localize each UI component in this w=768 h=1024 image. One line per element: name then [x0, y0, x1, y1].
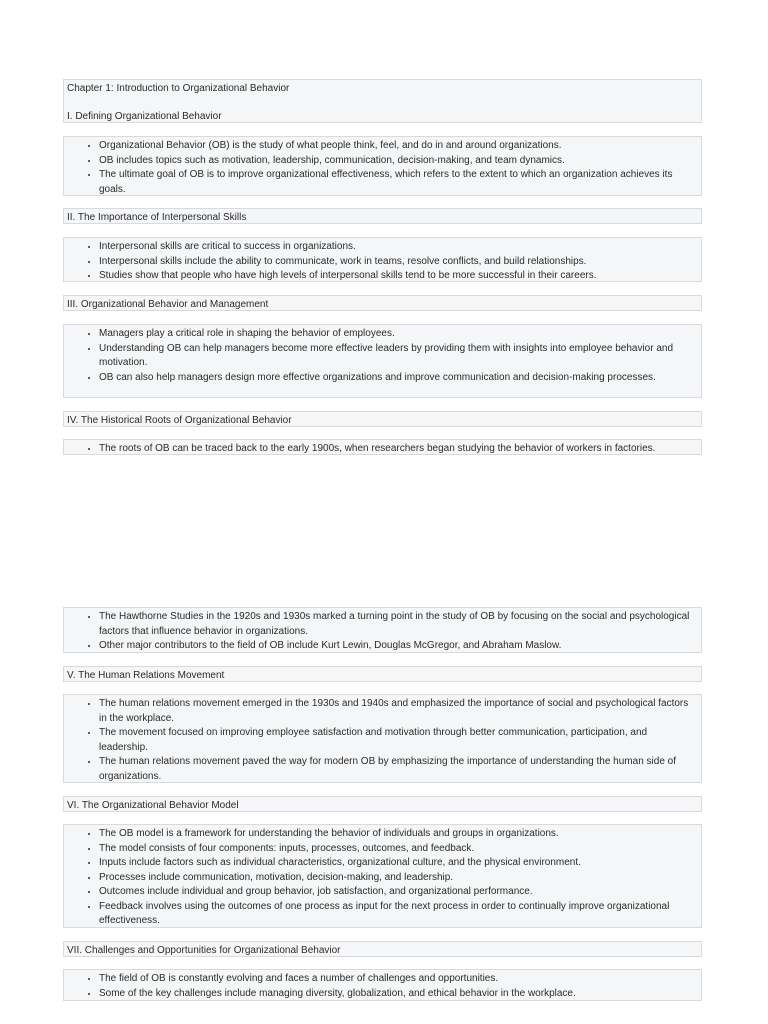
section-1-heading: I. Defining Organizational Behavior — [67, 111, 222, 122]
section-4-heading-block — [63, 411, 702, 427]
list-item: • The human relations movement paved the way for modern OB by emphasizing the importance of understanding the human side of organizations. — [99, 755, 697, 784]
list-item: • The Hawthorne Studies in the 1920s and 1930s marked a turning point in the study of OB by focusing on the social and psychological factors that influence behavior in organizations. — [99, 610, 697, 639]
section-4-bullets — [63, 439, 702, 455]
list-item: • Understanding OB can help managers become more effective leaders by providing them with insights into employee behavior and motivation. — [99, 342, 697, 371]
chapter-header-block — [63, 79, 702, 123]
list-item: • Outcomes include individual and group behavior, job satisfaction, and organizational performance. — [99, 885, 697, 900]
section-4-bullets-continued — [63, 607, 702, 653]
list-item: • The model consists of four components: inputs, processes, outcomes, and feedback. — [99, 842, 697, 857]
section-5-bullets — [63, 694, 702, 783]
list-item: • Inputs include factors such as individual characteristics, organizational culture, and the physical environment. — [99, 856, 697, 871]
list-item: • The ultimate goal of OB is to improve organizational effectiveness, which refers to the extent to which an organization achieves its goals. — [99, 168, 697, 197]
section-3-bullets — [63, 324, 702, 398]
list-item: • The human relations movement emerged in the 1930s and 1940s and emphasized the importance of social and psychological factors in the workplace. — [99, 697, 697, 726]
list-item: • Some of the key challenges include managing diversity, globalization, and ethical behavior in the workplace. — [99, 987, 697, 1002]
list-item: • The movement focused on improving employee satisfaction and motivation through better communication, participation, and leadership. — [99, 726, 697, 755]
list-item: • Feedback involves using the outcomes of one process as input for the next process in order to continually improve organizational effectiveness. — [99, 900, 697, 929]
section-6-bullets — [63, 824, 702, 928]
section-3-heading: III. Organizational Behavior and Management — [67, 299, 269, 310]
list-item: • Studies show that people who have high levels of interpersonal skills tend to be more successful in their careers. — [99, 269, 697, 284]
section-3-heading-block — [63, 295, 702, 311]
list-item: • OB includes topics such as motivation, leadership, communication, decision-making, and team dynamics. — [99, 154, 697, 169]
section-5-heading: V. The Human Relations Movement — [67, 670, 225, 681]
list-item: • Processes include communication, motivation, decision-making, and leadership. — [99, 871, 697, 886]
section-7-heading-block — [63, 941, 702, 957]
list-item: • Managers play a critical role in shaping the behavior of employees. — [99, 327, 697, 342]
list-item: • The roots of OB can be traced back to the early 1900s, when researchers began studying the behavior of workers in factories. — [99, 442, 697, 457]
list-item: • Organizational Behavior (OB) is the study of what people think, feel, and do in and around organizations. — [99, 139, 697, 154]
list-item: • Interpersonal skills are critical to success in organizations. — [99, 240, 697, 255]
chapter-title: Chapter 1: Introduction to Organizational Behavior — [67, 83, 290, 94]
section-1-bullets — [63, 136, 702, 196]
section-6-heading: VI. The Organizational Behavior Model — [67, 800, 239, 811]
section-2-heading: II. The Importance of Interpersonal Skills — [67, 212, 247, 223]
list-item: • Other major contributors to the field of OB include Kurt Lewin, Douglas McGregor, and Abraham Maslow. — [99, 639, 697, 654]
list-item: • The OB model is a framework for understanding the behavior of individuals and groups in organizations. — [99, 827, 697, 842]
section-7-heading: VII. Challenges and Opportunities for Organizational Behavior — [67, 945, 341, 956]
section-2-heading-block — [63, 208, 702, 224]
section-4-heading: IV. The Historical Roots of Organizational Behavior — [67, 415, 292, 426]
section-2-bullets — [63, 237, 702, 282]
section-7-bullets — [63, 969, 702, 1001]
list-item: • The field of OB is constantly evolving and faces a number of challenges and opportunities. — [99, 972, 697, 987]
list-item: • OB can also help managers design more effective organizations and improve communication and decision-making processes. — [99, 371, 697, 386]
list-item: • Interpersonal skills include the ability to communicate, work in teams, resolve conflicts, and build relationships. — [99, 255, 697, 270]
section-5-heading-block — [63, 666, 702, 682]
section-6-heading-block — [63, 796, 702, 812]
